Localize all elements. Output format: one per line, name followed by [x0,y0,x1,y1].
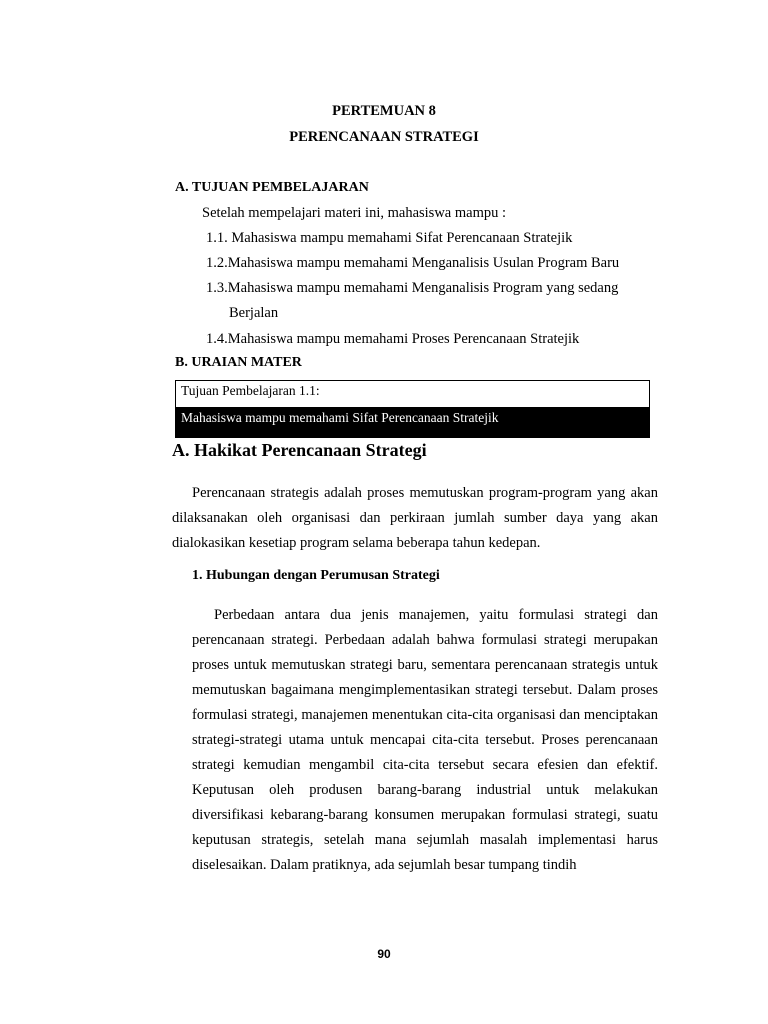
learning-objective-box [175,380,650,438]
section-a-heading: A. TUJUAN PEMBELAJARAN [175,180,369,195]
page-title-line1: PERTEMUAN 8 [332,103,436,119]
page-number: 90 [377,947,391,961]
page-title-line2: PERENCANAAN STRATEGI [289,129,479,145]
hakikat-heading: A. Hakikat Perencanaan Strategi [172,440,427,460]
subsection-1-paragraph: Perbedaan antara dua jenis manajemen, yaitu formulasi strategi dan perencanaan strategi. Perbedaan adalah bahwa formulasi strategi merupakan proses untuk memutuskan strategi baru, sementara perencanaan strategis untuk memutuskan bagaimana mengimplementasikan strategi tersebut. Dalam proses formulasi strategi, manajemen menentukan cita-cita organisasi dan menciptakan strategi-strategi utama untuk mencapai cita-cita tersebut. Proses perencanaan strategi kemudian mengambil cita-cita tersebut secara efesien dan efektif. Keputusan oleh produsen barang-barang industrial untuk melakukan diversifikasi kebarang-barang konsumen merupakan formulasi strategi, suatu keputusan strategis, setelah mana sejumlah masalah implementasi harus diselesaikan. Dalam pratiknya, ada sejumlah besar tumpang tindih [192,607,658,873]
subsection-1-heading: 1. Hubungan dengan Perumusan Strategi [192,568,440,583]
section-b-heading: B. URAIAN MATER [175,355,302,370]
objective-3: 1.3.Mahasiswa mampu memahami Menganalisis Program yang sedang [206,280,619,296]
learning-objective-label: Tujuan Pembelajaran 1.1: [181,383,320,398]
objective-1: 1.1. Mahasiswa mampu memahami Sifat Perencanaan Stratejik [206,230,573,246]
section-a-intro: Setelah mempelajari materi ini, mahasiswa mampu : [202,205,507,221]
hakikat-paragraph: Perencanaan strategis adalah proses memutuskan program-program yang akan dilaksanakan oleh organisasi dan perkiraan jumlah sumber daya yang akan dialokasikan kesetiap program selama beberapa tahun kedepan. [172,485,658,551]
objective-4: 1.4.Mahasiswa mampu memahami Proses Perencanaan Stratejik [206,331,580,347]
objective-3-continuation: Berjalan [229,305,279,321]
learning-objective-bar [176,407,649,437]
learning-objective-text: Mahasiswa mampu memahami Sifat Perencanaan Stratejik [181,410,499,425]
objective-2: 1.2.Mahasiswa mampu memahami Menganalisis Usulan Program Baru [206,255,620,271]
